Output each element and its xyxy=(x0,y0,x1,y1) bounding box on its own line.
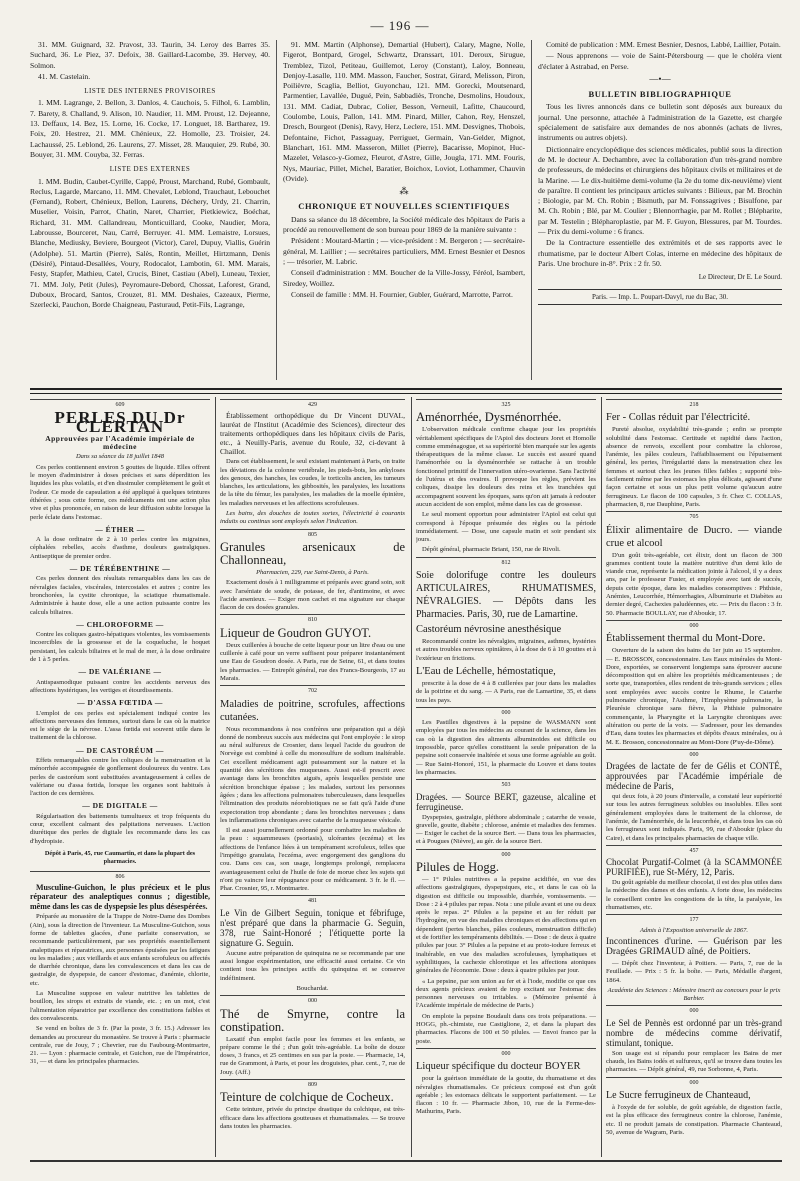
page-number: — 196 — xyxy=(370,18,430,33)
ad-headline: Musculine-Guichon, le plus précieux et le plus réparateur des analeptiques connus ; digestible, même dans les cas de dyspepsie les plus désespérées. xyxy=(30,882,210,911)
ornament: —•— xyxy=(649,73,671,84)
ad-number: 806 xyxy=(30,871,210,881)
bulletin-intro: Tous les livres annoncés dans ce bulletin sont déposés aux bureaux du journal. Une personne, attachée à l'administration de la Gazette, est chargée spécialement de satisfaire aux demandes de nos abonnés (achats de livres, instruments ou autres objets). xyxy=(538,102,782,143)
ad-number: 810 xyxy=(220,614,405,624)
ad-text: qui deux fois, à 20 jours d'intervalle, a constaté leur supériorité sur tous les autres ferrugineux solubles ou insolubles. Elles sont généralement employées dans le traitement de la chlorose, de l'anémie, de l'aménorrhée, de la leucorrhée, et dans tous les cas où les ferrugineux sont indiqués. Paris, 99, rue d'Aboukir (place du Caire), et dans les principales pharmacies de chaque ville. xyxy=(606,793,782,842)
ad-text: — Dépôt chez l'inventeur, à Poitiers. — Paris, 7, rue de la Feuillade. — Prix : 5 fr. la boîte. — Paris, Médaille d'argent, 1864. xyxy=(606,959,782,984)
ad-text: Deux cuillerées à bouche de cette liqueur pour un litre d'eau ou une cuillerée à café pour un verre suffisent pour préparer instantanément une Eau de Goudron dosée. A Paris, rue de Seine, 61, et dans toutes les pharmacies. — Entrepôt général, rue des Francs-Bourgeois, 17 au Marais. xyxy=(220,641,405,682)
ad-title: L'Eau de Léchelle, hémostatique, xyxy=(416,665,556,677)
ad-text: Laxatif d'un emploi facile pour les femmes et les enfants, se prépare comme le thé ; d'un goût très-agréable. La boîte de douze doses, 3 francs, et 25 centimes en sus par la poste. — Pharmacie, 14, rue de Grammont, à Paris, et pour les droguistes, phar. cent., 7, rue de Jouy. (Aff.) xyxy=(220,1035,405,1076)
ad-title: Liqueur spécifique du docteur BOYER xyxy=(416,1061,581,1073)
ad-title: Le Sucre ferrugineux de Chanteaud, xyxy=(606,1089,751,1101)
ad-title: Pilules de Hogg. xyxy=(416,859,499,874)
ad-title: Le Sel de Pennès est ordonné par un très-grand nombre de médecins comme dérivatif, stimulant, tonique. xyxy=(606,1017,782,1048)
ad-title: Établissement thermal du Mont-Dore. xyxy=(606,633,766,645)
ad-number: 705 xyxy=(606,511,782,521)
ad-number: 481 xyxy=(220,895,405,905)
ad-section: — DE VALÉRIANE — xyxy=(78,667,162,677)
ad-title: Incontinences d'urine. — Guérison par les Dragées GRIMAUD aîné, de Poitiers. xyxy=(606,936,782,958)
interns-list: 1. MM. Lagrange, 2. Bellon, 3. Danlos, 4. Cauchois, 5. Filhol, 6. Lamblin, 7. Barety, 8. Challand, 9. Alison, 10. Naudier, 11. MM. Proust, 12. Dejeanne, 13. Deffaux, 14. Bez, 15. Lorne, 16. Cocke, 17. Longuet, 18. Bartharez, 19. Foix, 20. Hestrez, 21. MM. Chénieux, 22. Homolle, 23. Troisier, 24. Lachaussé, 25. Leblond, 26. Laurens, 27. Misset, 28. Mauquier, 29. Rubé, 30. Bouyer, 31. MM. Couyba, 32. Ferras. xyxy=(30,98,270,159)
ad-text: prescrite à la dose de 4 à 8 cuillerées par jour dans les maladies de la poitrine et du sang. — A Paris, rue de Lamartine, 35, et dans tous les pays. xyxy=(416,679,596,704)
ad-title: PERLES DU Dr CLERTAN xyxy=(54,408,186,436)
ad-section: — D'ASSA FŒTIDA — xyxy=(77,698,163,708)
ad-text: Les Pastilles digestives à la pepsine de WASMANN sont employées par tous les médecins au courant de la science, dans les cas où la digestion des aliments albuminoïdes est difficile ou impossible, parce qu'elles constituent la seule préparation de la pepsine soit conservée inaltérée et sous une forme agréable au goût. — Rue Saint-Honoré, 151, la pharmacie du Louvre et dans toutes les pharmacies. xyxy=(416,719,596,776)
ad-number: 000 xyxy=(416,849,596,859)
top-column-2 xyxy=(283,40,525,380)
externs-list-continued: 91. MM. Martin (Alphonse), Demartial (Hubert), Calary, Magne, Nolle, Figerot, Bontpard, Grogel, Schwartz, Dranssart, 101. Deroux, Sirugue, Tremblez, Tizol, Petiteau, Guillemot, Leroy (Constant), Laloy, Bonneau, Denjoy-Lasalle, 110. MM. Masson, Faucher, Sostrat, Girard, Melisson, Piron, Poilièvre, Scaglia, Belliot, Guyonchau, 121. MM. Gorecki, Moutsenard, Parmentier, Lavallée, Dugué, Pein, Sabbadiès, Tronche, Desmolins, Houdoux, 131. MM. Cadiat, Dubrac, Colier, Besson, Verneuil, Lafitte, Chaucourd, Coulombe, Louis, Pallon, 141. MM. Pinard, Miller, Cahon, Rey, Henszel, Dresch, Bourgeot (Denis), Ravy, Herz, Leclere, 151. MM. Desvignes, Thobois, Defontaine, Fichot, Passaguay, Perriguet, Germain, Van-Gelder, Mignot, Blanchart, 161. MM. Masseron, Millet (Pierre), Bacarisse, Mopinot, Huc-Mazelet, Velasco-y-Gomez, Fleurot, d'Astre, Gille, Jougla, 171. MM. Fouris, Nys, Mauriac, Pillet, Michel, Baratier, Boichox, Loviot, Lothammer, Chauvin (Ovide). xyxy=(283,40,525,183)
chronicle-title: CHRONIQUE ET NOUVELLES SCIENTIFIQUES xyxy=(298,201,510,212)
cholera-news: — Nous apprenons — voie de Saint-Pétersbourg — que le choléra vient d'éclater à Astrabad, en Perse. xyxy=(538,51,782,71)
ad-approval-date: Dans sa séance du 18 juillet 1848 xyxy=(75,453,165,461)
ad-text: Son usage est si répandu pour remplacer les Bains de mer chauds, les Bains iodés et sulfureux, qu'il se trouve dans toutes les pharmacies. — Dépôt général, 49, rue Sorbonne, 4, Paris. xyxy=(606,1049,782,1074)
ad-text: La Musculine suppose en valeur nutritive les tablettes de bouillon, les sirops et extraits de viande, etc. ; en un mot, c'est l'alimentation réparatrice par excellence des constitutions faibles et des convalescents. xyxy=(30,990,210,1022)
committee-text: Comité de publication : MM. Ernest Besnier, Desnos, Labbé, Laillier, Potain. xyxy=(546,40,781,49)
ad-text: Pureté absolue, oxydabilité très-grande ; enfin se prompte solubilité dans l'estomac. Certitude et rapidité dans l'action, absence de renvois, excellent pour combattre la chlorose, l'anémie, les pâles couleurs, l'affaiblissement ou l'épuisement général, les pertes, l'irrégularité dans la menstruation chez les femmes et surtout chez les jeunes filles faibles ; supporté très-facilement même par les estomacs les plus délicats, agissant d'une façon certaine et sous un plus petit volume qu'aucun autre ferrugineux. Le flacon de 100 capsules, 3 fr. Chez C. COLLAS, pharmacien, 8, rue Dauphine, Paris. xyxy=(606,426,782,508)
contracture-notice: De la Contracture essentielle des extrémités et de ses rapports avec le rhumatisme, par le docteur Albert Colas, interne en médecine des hôpitaux de Paris. Une brochure in-8°. Prix : 2 fr. 50. xyxy=(538,238,782,268)
ad-title: Teinture de colchique de Cocheux. xyxy=(220,1090,394,1105)
ad-text: « La pepsine, par son union au fer et à l'iode, modifie ce que ces deux agents précieux avaient de trop excitant sur l'estomac des personnes nerveuses ou irritables. » (Mémoire présenté à l'Académie impériale de médecine de Paris.) xyxy=(416,977,596,1010)
top-column-3 xyxy=(538,40,782,380)
externs-list: 1. MM. Budin, Caubet-Cyrille, Cappé, Proust, Marchand, Rubé, Gombault, Reclus, Lagarde, Marcano, 11. MM. Chevalet, Leblond, Trauchaut, Lebouchet (Fernand), Robert, Chénieux, Bellon, Laurens, Déchery, Urdy, 21. Charrin, Muselier, Voisin, Parrot, Chatin, Naret, Charrier, Pietkiewicz, Boéchat, Richard, 31. MM. Callandreau, Monticuillard, Cooke, Naudier, Mora, Labrousse, Bourceret, Nau, Carré, Berruyer. 41. MM. Lemaistre, Lorsues, Blanche, Mediusky, Beviere, Bourgeot (Victor), Carel, Dupuy, Viallis, Guérin (Adolphe). 51. Martin (Pierre), Salès, Rontin, Meillet, Hirtzmann, Denis (Désiré), Pintaud-Desallées, Voury, Rodocalot, Lambotin, 61. MM. Marais, Festy, Stapfer, Mathieu, Catel, Crucis, Binet, Castiau (Abel), Luneau, Texier, 71. MM. Joly, Petit (Jules), Peyromaure-Debord, Chossat, Laforest, Grand, Duboux, Brocard, Santos, Crouzet, 81. MM. Deshaies, Cazeaux, Pierme, Szerlecki, Pauchon, Borde Chaigneau, Pasturaud, Petit-Fils, Lagrange, xyxy=(30,176,270,310)
ad-section: — DE TÉRÉBENTHINE — xyxy=(69,564,171,574)
ad-text: Antispasmodique puissant contre les accidents nerveux des affections hystériques, les vertiges et étourdissements. xyxy=(30,678,210,694)
ad-subtitle: Pharmacien, 229, rue Saint-Denis, à Paris. xyxy=(256,568,369,576)
ad-depot: Dépôt à Paris, 45, rue Caumartin, et dans la plupart des pharmacies. xyxy=(44,849,196,866)
ad-title: Soie dolorifuge contre les douleurs ARTICULAIRES, RHUMATISMES, NÉVRALGIES. — Dépôts dans les Pharmacies. Paris, 30, rue de Lamartine. xyxy=(416,570,596,621)
ad-title: Aménorrhée, Dysménorrhée. xyxy=(416,410,562,425)
column-divider xyxy=(531,40,532,380)
ad-text: Dyspepsies, gastralgie, pléthore abdominale ; catarrhe de vessie, gravelle, goutte, diabète ; chlorose, anémie et maladies des femmes. — Exiger le cachet de la source Bert. — Dans tous les pharmacies, et à Pougues (Nièvre), au gér. de la source Bert. xyxy=(416,813,596,846)
director-signature: Le Directeur, Dr E. Le Sourd. xyxy=(698,273,782,282)
chronicle-paragraph-1: Dans sa séance du 18 décembre, la Société médicale des hôpitaux de Paris a procédé au renouvellement de son bureau pour 1869 de la manière suivante : xyxy=(283,214,525,235)
column-divider xyxy=(215,397,216,1157)
ad-text: Recommandé contre les névralgies, migraines, asthmes, hystéries et autres troubles nerveux opiniâtres, à la dose de 6 à 10 gouttes et à l'extérieur en frictions. xyxy=(416,638,596,662)
ad-number: 325 xyxy=(416,399,596,409)
ad-text: Effets remarquables contre les coliques de la menstruation et la ménorrhée accompagnée de gonflement douloureux du ventre. Les perles de castoréum sont substituées avantageusement à celles de valériane ou d'assa fœtida, lorsque les organes sont habitués à l'action de ces dernières. xyxy=(30,756,210,798)
ad-text: Contre les coliques gastro-hépatiques violentes, les vomissements incoercibles de la grossesse et de la coqueluche, le hoquet persistant, les calculs biliaires et le mal de mer, à la dose ordinaire de 1 à 5 perles. xyxy=(30,631,210,664)
ad-title: Granules arsenicaux de Challonneau, xyxy=(220,539,405,567)
top-column-1 xyxy=(30,40,270,380)
ad-number: 809 xyxy=(220,1079,405,1089)
ad-text: A la dose ordinaire de 2 à 10 perles contre les migraines, céphalées rebelles, accès d'asthme, douleurs gastralgiques. Antiseptique de premier ordre. xyxy=(30,536,210,560)
chronicle-paragraph-2: Président : Moutard-Martin ; — vice-président : M. Bergeron ; — secrétaire-général, M. Laillier ; — secrétaires particuliers, MM. Ernest Besnier et Desnos ; — trésorier, M. Labric. xyxy=(283,236,525,266)
ad-number: 457 xyxy=(606,845,782,855)
ad-text: L'emploi de ces perles est spécialement indiqué contre les affections nerveuses des femmes, surtout dans le cas où la matrice est le siège de la névrose. L'assa fœtida est souvent utile dans le traitement de la chlorose. xyxy=(30,709,210,742)
ad-signature: Bouchardat. xyxy=(296,984,329,992)
ad-number: 812 xyxy=(416,557,596,567)
column-divider xyxy=(276,40,277,380)
ad-text: Se vend en boîtes de 3 fr. (Par la poste, 3 fr. 15.) Adresser les demandes au procureur du monastère. Se trouve à Paris : pharmacie centrale, rue de Jouy, 7 ; Chevrier, rue du Faubourg-Montmartre, 21. — Lyon : pharmacie centrale, et Guichon, rue de l'Impératrice, 31, — et dans les principales pharmacies. xyxy=(30,1025,210,1066)
ad-text: Le seul moment opportun pour administrer l'Apiol est celui qui correspond à l'époque présumée des règles ou la période immédiatement. — Dose, une capsule matin et soir pendant six jours. xyxy=(416,511,596,544)
chronicle-paragraph-3: Conseil d'administration : MM. Boucher de la Ville-Jossy, Féréol, Isambert, Siredey, Woillez. xyxy=(283,268,525,288)
ad-number: 000 xyxy=(416,1048,596,1058)
ad-title: Liqueur de Goudron GUYOT. xyxy=(220,625,372,640)
ad-title: Élixir alimentaire de Ducro. — viande crue et alcool xyxy=(606,524,782,549)
column-divider xyxy=(601,397,602,1157)
ad-text: Nous recommandons à nos confrères une préparation qui a déjà donné de nombreux succès aux médecins qui l'ont employée : le sirop au néral sulfureux de Crosnier, dans lequel l'acide du goudron de Norvège est combiné à celle du monosulfure de sodium inaltérable. Cet excellent médicament agit puissamment sur la nature et la quantité des sécrétions des muqueuses. Aussi est-il prescrit avec avantage dans les bronchites aiguës, après lesquelles persiste une sécrétion bronchique épaisse ; les malades, surtout les personnes âgées ; dans les affections pulmonaires tuberculeuses, dans lesquelles l'élimination des produits néorobiotiques ne se fait qu'à l'aide d'une expectoration trop abondante ; dans les bronchites nerveuses ; dans les inflammations chroniques avec catarrhe de la muqueuse vésicale. xyxy=(220,725,405,824)
top-col1-line-2: 41. M. Castelain. xyxy=(38,71,91,81)
ad-text: Il est aussi journellement ordonné pour combattre les maladies de la peau : squammeuses (psoriasis), ulcérantes (eczéma) et les affections de l'enfance liées à un tempérament scrofuleux, telles que l'impétigo granulata, l'eczéma, avec engorgement des ganglions du cou. Dans ces cas, son usage, longtemps prolongé, remplacera avantageusement celui de l'huile de foie de morue chez les sujets qui n'ont pu vaincre leur répugnance pour ce médicament. 3 fr. le fl. — Phar. Crosnier, 95, r. Montmartre. xyxy=(220,827,405,893)
ad-text: Les bains, des douches de toutes sortes, l'électricité à courants induits ou continus sont employés selon l'indication. xyxy=(220,510,405,526)
ad-number: 609 xyxy=(30,399,210,409)
ad-section: — ÉTHER — xyxy=(95,524,145,534)
ad-text: Ouverture de la saison des bains du 1er juin au 15 septembre. — E. BROSSON, concessionnaire. Les Eaux minérales du Mont-Dore, exportées, se conservent longtemps sans éprouver aucune décomposition qui en altère les propriétés médicamenteuses ; de sorte que, transportées, elles rendent de très-grands services ; elles sont employées avec succès contre le Rhume, le Catarrhe pulmonaire chronique, l'Asthme, l'Emphysème pulmonaire, la Pleurésie chronique sans fièvre, la Phthisie pulmonaire commençante, la Pharyngite et la Laryngite chroniques avec altération ou perte de la voix. — S'adresser, pour les demandes d'Eau, dans toutes les pharmacies et dépôts d'eaux minérales, ou à M. E. Brosson, concessionnaire au Mont-Dore (P'uy-de-Dôme). xyxy=(606,647,782,746)
ad-text: pour la guérison immédiate de la goutte, du rhumatisme et des névralgies rhumatismales. Ce précieux composé est d'un goût agréable ; les estomacs délicats le supportent parfaitement. — Le flacon : 10 fr. — Pharmacie Jibon, 10, rue de la Ferme-des-Mathurins, Paris. xyxy=(416,1075,596,1116)
printer-imprint: Paris. — Imp. L. Poupart-Davyl, rue du Bac, 30. xyxy=(538,289,782,305)
ad-text: Dans cet établissement, le seul existant maintenant à Paris, on traite les déviations de la colonne vertébrale, les pieds-bots, les ankyloses des genoux, des hanches, les coudes, le torticolis ancien, les tumeurs blanches, les articulations, les gibbosités, les paralysies, les luxations de la tête du fémur, les paralysies, les maladies de la moelle épinière, les maladies nerveuses et les affections scrofuleuses. xyxy=(220,458,405,507)
ad-text: Ces perles donnent des résultats remarquables dans les cas de névralgies faciales, viscérales, intercostales et autres ; contre les bronchorées, la cystite chronique, la sciatique rhumatismale. Administrée à haute dose, elle a une action puissante contre les calculs biliaires. xyxy=(30,575,210,616)
ornament: ⁂ xyxy=(399,186,409,197)
ad-number: 000 xyxy=(606,620,782,630)
section-divider xyxy=(30,388,782,394)
ad-number: 000 xyxy=(606,749,782,759)
ad-title: Dragées. — Source BERT, gazeuse, alcaline et ferrugineuse. xyxy=(416,791,596,812)
top-col1-line-1: 31. MM. Guignard, 32. Pravost, 33. Taurin, 34. Leroy des Barres 35. Suchard, 36. Le Piez, 37. Defoix, 38. Gaillard-Lacombe, 39. Hervey, 40. Solmon. xyxy=(30,40,270,70)
ad-title: Chocolat Purgatif-Colmet (à la SCAMMONÉE PURIFIÉE), rue St-Méry, 12, Paris. xyxy=(606,857,782,878)
ad-text: On emploie la pepsine Boudault dans ces trois préparations. — HOGG, ph.-chimiste, rue Castiglione, 2, et dans la plupart des pharmacies. Flacons de 100 et 50 pilules. — Envoi franco par la poste. xyxy=(416,1012,596,1045)
ad-section: — CHLOROFORME — xyxy=(76,619,164,629)
ad-section: — DE CASTORÉUM — xyxy=(76,745,164,755)
ad-title: Maladies de poitrine, scrofules, affections cutanées. xyxy=(220,698,405,723)
ad-number: 429 xyxy=(220,399,405,409)
ad-title: Dragées de lactate de fer de Gélis et CONTÉ, approuvées par l'Académie impériale de médecine de Paris, xyxy=(606,761,782,792)
ad-text: Exactement dosés à 1 milligramme et préparés avec grand soin, soit avec l'arséniate de soude, de potasse, de fer, d'antimoine, et avec l'acide arsenieux. — Exiger mon cachet et ma signature sur chaque flacon de ces dosées granules. xyxy=(220,579,405,612)
ad-text: Ces perles contiennent environ 5 gouttes de liquide. Elles offrent le moyen d'administrer à doses précises et sans déperdition les liquides les plus volatils, et d'en dissimuler complètement le goût et l'odeur. Ce mode de capsulation a été appliqué à quelques teintures éthérées ; sous cette forme, ces médicaments ont une action plus vive et plus prononcée, en raison de leur diffusion subite lorsque la perle éclate dans l'estomac. xyxy=(30,463,210,521)
ad-subtitle: Admis à l'Exposition universelle de 1867. xyxy=(640,926,748,934)
ad-number: 177 xyxy=(606,914,782,924)
bulletin-title: BULLETIN BIBLIOGRAPHIQUE xyxy=(588,89,732,100)
interns-heading: LISTE DES INTERNES PROVISOIRES xyxy=(84,87,216,96)
ads-column-4 xyxy=(606,397,782,1157)
chronicle-paragraph-4: Conseil de famille : MM. H. Fournier, Gubler, Guérard, Marrotte, Parrot. xyxy=(291,289,513,299)
ad-subtitle: Académie des Sciences : Mémoire inscrit au concours pour le prix Barbier. xyxy=(607,986,781,1003)
ads-column-1 xyxy=(30,397,210,1157)
ad-text: — 1° Pilules nutritives a la pepsine acidifiée, en vue des affections gastralgiques, dyspepsiques, etc., et dans le cas où la digestion est difficile ou impossible, diarrhée, vomissements. — Dose : 2 à 4 pilules par repas. Nota : une pilule avant et une ou deux après le repas. 2° Pilules a la pepsine et au fer réduit par l'hydrogène, en vue des maladies chroniques et des affections qui en dépendent (pertes blanches, pâles couleurs, menstruation difficile) et de fortifier les tempéraments débilités. — Dose : de deux à quatre pilules par jour. 3° Pilules a la pepsine et au proto-iodure ferreux et inaltérable, en vue des maladies scrofuleuses, lymphatiques et syphilitiques, la cachexie chlorotique et les affections atoniques générales de l'économie. Dose : deux à quatre pilules par jour. xyxy=(416,875,596,975)
ad-number: 000 xyxy=(606,1005,782,1015)
ad-number: 805 xyxy=(220,529,405,539)
ad-section: — DE DIGITALE — xyxy=(82,801,158,811)
ad-number: 000 xyxy=(416,707,596,717)
ad-number: 702 xyxy=(220,685,405,695)
ads-column-2 xyxy=(220,397,405,1157)
ad-title: Castoréum névrosine anesthésique xyxy=(416,624,562,636)
externs-heading: LISTE DES EXTERNES xyxy=(109,165,191,174)
bottom-rule xyxy=(30,1160,782,1162)
ad-text: Aucune autre préparation de quinquina ne se recommande par une aussi longue expérimentation, une efficacité aussi certaine. Ce vin contient tous les principes actifs du quinquina et se conserve indéfiniment. xyxy=(220,949,405,982)
ad-title: Thé de Smyrne, contre la constipation. xyxy=(220,1006,405,1034)
dictionary-notice: Dictionnaire encyclopédique des sciences médicales, publié sous la direction de M. le docteur A. Dechambre, avec la collaboration d'un très-grand nombre de professeurs, de médecins et chirurgiens des hôpitaux civils et militaires et de la Marine. — Le dix-huitième demi-volume (la 2e du tome dix-neuvième) vient de paraître. Il contient les principaux articles suivants : Bilieux, par M. Brochin ; Biologie, par M. Ch. Robin ; Bismuth, par M. Fonssagrives ; Bisulfone, par M. Ch. Robin ; Blé, par M. Coulier ; Blennorrhagie, par M. Rollet ; Blépharite, par M. Testelin ; Blépharoplastie, par M. F. Guyon, Blessures, par M. Tourdes. — Prix du demi-volume : 6 francs. xyxy=(538,144,782,237)
ad-text: Régularisation des battements tumultueux et trop fréquents du cœur, excellent calmant des palpitations nerveuses. L'action diurétique des perles de digitale les recommande dans les cas d'hydropisie. xyxy=(30,812,210,845)
ad-approval: Approuvées par l'Académie impériale de médecine xyxy=(45,433,195,452)
ad-headline: Établissement orthopédique du Dr Vincent DUVAL, lauréat de l'Institut (Académie des Sciences), directeur des traitements orthopédiques dans les hôpitaux civils de Paris, etc., à Neuilly-Paris, avenue du Roule, 32, ci-devant à Chaillot. xyxy=(220,411,405,457)
ad-text: Du goût agréable du meilleur chocolat, il est des plus utiles dans la médecine des dames et des enfants. A forte dose, les médecins le conseillent contre les congestions de la tête, la paralysie, les rhumatismes, etc. xyxy=(606,879,782,912)
ad-text: Dépôt général, pharmacie Briant, 150, rue de Rivoli. xyxy=(422,546,561,554)
ad-number: 503 xyxy=(416,779,596,789)
ad-number: 000 xyxy=(220,995,405,1005)
ad-text: L'observation médicale confirme chaque jour les propriétés véritablement spécifiques de l'Apiol des docteurs Joret et Homolle comme emménagogue, et sa supériorité bien marquée sur les agents thérapeutiques de la même classe. Le succès est assuré quand l'aménorrhée ou la dysménorrhée se rattache à un trouble fonctionnel primitif de l'innervation utéro-ovarienne. Sans l'activité de l'utérus et des ovaires. Il provoque les règles, prévient les coliques, dissipe les douleurs des reins et les tranchées qui accompagnent souvent les époques, sans qu'on ait jamais à redouter aucun accident de son emploi, même dans les cas de grossesse. xyxy=(416,426,596,508)
ad-text: Cette teinture, privée du principe drastique du colchique, est très-efficace dans les affections goutteuses et rhumatismales. — Se trouve dans toutes les pharmacies. xyxy=(220,1106,405,1130)
ad-text: D'un goût très-agréable, cet élixir, dont un flacon de 300 grammes contient toute la matière nutritive d'un demi kilo de viande crue, représente la médication jointe à l'alcool, il y a deux ans, par le professeur Fuster, et employée avec tant de succès, depuis cette époque, dans les maladies consomptives : Phthisie, Anémies, Leucorrhée, Hémorrhagies, Albuminurie et Diabètes au dernier degré, Cachexies paludéennes, etc. — Prix du flacon : 3 fr. 50. Pharmacie BOULLAY, rue d'Aboukir, 17. xyxy=(606,551,782,617)
ad-title: Le Vin de Gilbert Seguin, tonique et fébrifuge, n'est préparé que dans la pharmacie G. Seguin, 378, rue Saint-Honoré ; l'étiquette porte la signature G. Seguin. xyxy=(220,907,405,948)
column-divider xyxy=(411,397,412,1157)
ad-title: Fer - Collas réduit par l'électricité. xyxy=(606,412,751,424)
ad-number: 000 xyxy=(606,1077,782,1087)
ad-text: Préparée au monastère de la Trappe de Notre-Dame des Dombes (Ain), sous la direction de l'inventeur. La Musculine-Guichon, sous forme de tablettes glacées, d'une parfaite conservation, se recommande particulièrement, par ses propriétés essentiellement analeptiques et réparatrices, aux personnes épuisées par les fatigues ou les maladies ; aux vieillards et aux enfants scrofuleux ou affectés de diarrhée chronique, dans les convalescences et dans les cas de gastralgie, de dyspepsie, de cancer d'estomac, d'anémie, chlorite, etc. xyxy=(30,913,210,987)
ads-column-3 xyxy=(416,397,596,1157)
ad-text: à l'oxyde de fer soluble, de goût agréable, de digestion facile, est la plus efficace des ferrugineux contre la chlorose, l'anémie, etc. Il ne produit jamais de constipation. Pharmacie Chanteaud, 50, avenue de Wagram, Paris. xyxy=(606,1103,782,1136)
ad-number: 218 xyxy=(606,399,782,409)
